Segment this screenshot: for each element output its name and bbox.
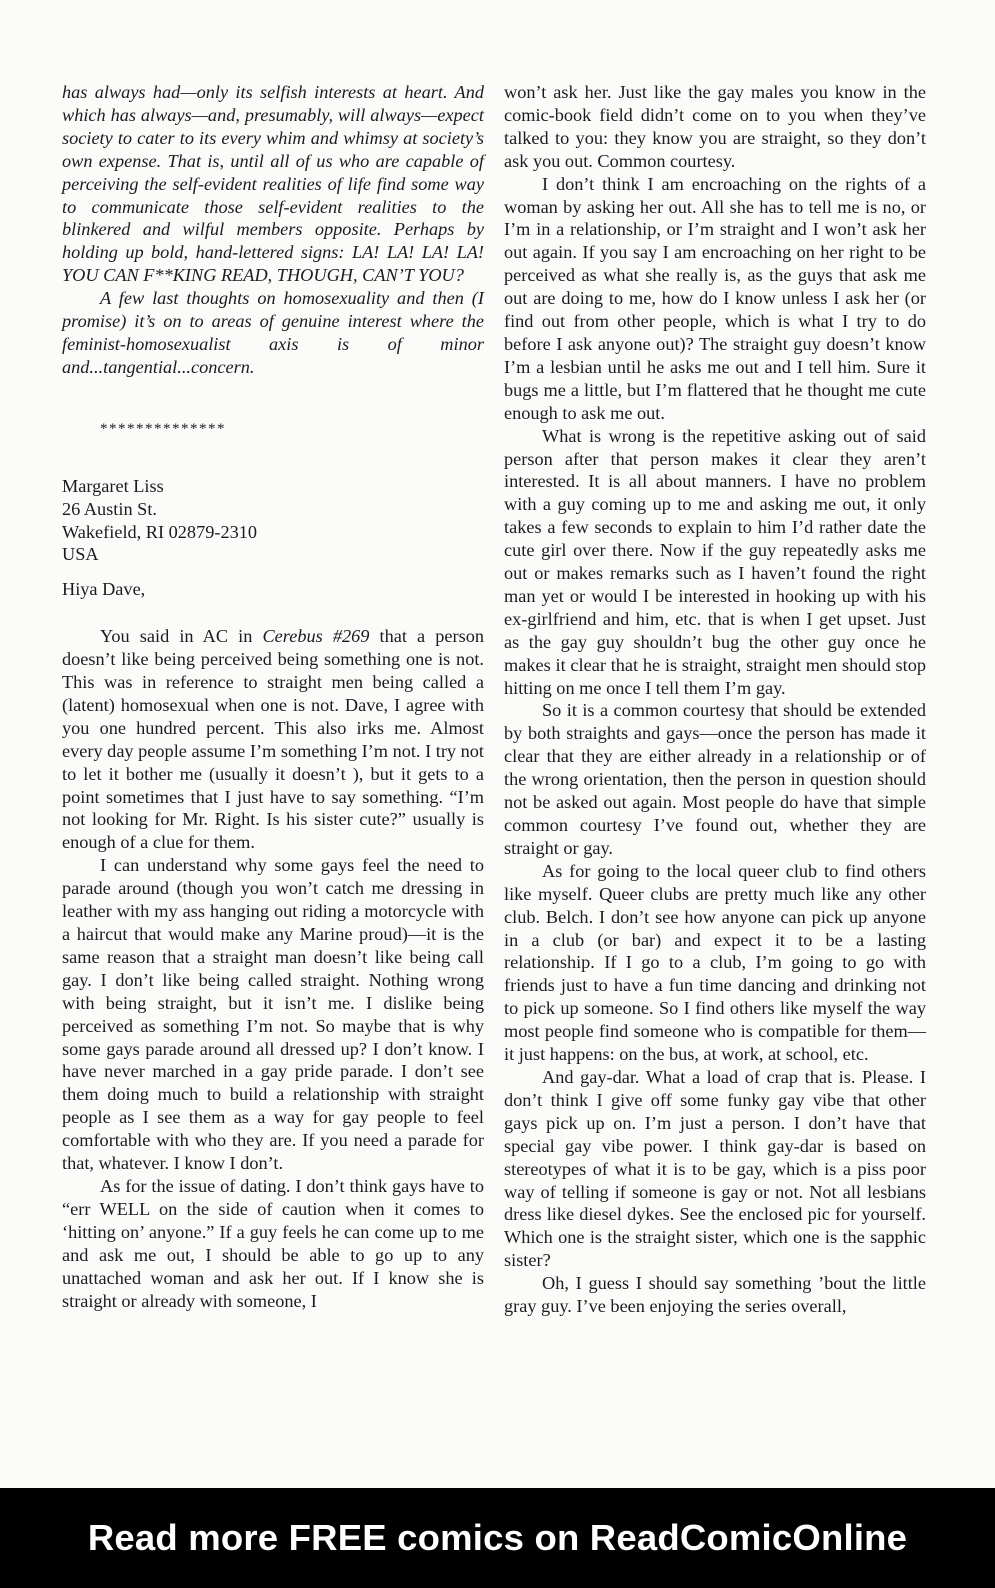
address-street: 26 Austin St. — [62, 498, 157, 519]
section-separator: ************** — [100, 420, 226, 437]
italic-paragraph: A few last thoughts on homosexuality and then (I promise) it’s on to areas of genuine interest where the feminist-homosexualist axis is of minor and...tangential...concern. — [62, 288, 484, 377]
address-name: Margaret Liss — [62, 475, 164, 496]
promo-banner-text[interactable]: Read more FREE comics on ReadComicOnline — [87, 1517, 908, 1558]
text-span: You said in AC in — [100, 626, 263, 647]
letter-greeting: Hiya Dave, — [62, 579, 146, 600]
letter-paragraph: Oh, I guess I should say something ’bout the little gray guy. I’ve been enjoying the series overall, — [504, 1273, 926, 1317]
letter-paragraph: As for the issue of dating. I don’t think gays have to “err WELL on the side of caution when it comes to ‘hitting on’ anyone.” If a guy feels he can come up to me and ask me out, I should be able to go up to any unattached woman and ask her out. If I know she is straight or already with someone, I — [62, 1175, 484, 1311]
letter-paragraph — [62, 625, 484, 854]
italic-paragraph: has always had—only its selfish interests at heart. And which has always—and, presumably, will always—expect society to cater to its every whim and whimsy at society’s own expense. That is, until all of us who are capable of perceiving the self-evident realities of life find some way to communicate those self-evident realities to the blinkered and wilful members opposite. Perhaps by holding up bold, hand-lettered signs: LA! LA! LA! LA! YOU CAN F**KING READ, THOUGH, CAN’T YOU? — [62, 82, 484, 286]
right-column — [504, 81, 926, 1318]
letter-address — [62, 475, 484, 567]
letter-paragraph: I don’t think I am encroaching on the rights of a woman by asking her out. All she has to tell me is no, or I’m in a relationship, or I’m straight and I won’t ask her out again. If you say I am encroaching on her right to be perceived as what she really is, as the guys that ask me out are doing to me, how do I know unless I ask her (or find out from other people, which is what I try to do before I ask anyone out)? The straight guy doesn’t know I’m a lesbian until he asks me out and I tell him. Sure it bugs me a little, but I’m flattered that he thought me cute enough to ask me out. — [504, 173, 926, 423]
letter-paragraph: What is wrong is the repetitive asking out of said person after that person makes it clear they aren’t interested. It is all about manners. I have no problem with a guy coming up to me and asking me out, it only takes a few seconds to explain to him I’d rather date the cute girl over there. Now if the guy repeatedly asks me out or makes remarks such as I haven’t found the right man yet or would I be interested in hooking up with his ex-girlfriend and him, etc. that is when I get upset. Just as the gay guy shouldn’t bug the other guy once he makes it clear that he is straight, straight men should stop hitting on me once I tell them I’m gay. — [504, 425, 926, 698]
letter-paragraph: won’t ask her. Just like the gay males you know in the comic-book field didn’t come on to you when they’ve talked to you: they know you are straight, so they don’t ask you out. Common courtesy. — [504, 82, 926, 171]
letter-paragraph: As for going to the local queer club to find others like myself. Queer clubs are pretty much like any other club. Belch. I don’t see how anyone can pick up anyone in a club (or bar) and expect it to be a lasting relationship. If I go to a club, I’m going to go with friends just to have a fun time dancing and drinking not to pick up someone. So I find others like myself the way most people find someone who is compatible for them—it just happens: on the bus, at work, at school, etc. — [504, 860, 926, 1065]
letter-paragraph: I can understand why some gays feel the need to parade around (though you won’t catch me dressing in leather with my ass hanging out riding a motorcycle with a haircut that would make any Marine proud)—it is the same reason that a straight man doesn’t like being call gay. I don’t like being called straight. Nothing wrong with being straight, but it isn’t me. I dislike being perceived as something I’m not. So maybe that is why some gays parade around all dressed up? I don’t know. I have never marched in a gay pride parade. I don’t see them doing much to build a relationship with straight people as I see them as a way for gay people to feel comfortable with who they are. If you need a parade for that, whatever. I know I don’t. — [62, 855, 484, 1174]
left-column — [62, 81, 484, 1312]
address-city: Wakefield, RI 02879-2310 — [62, 521, 258, 542]
comic-title: Cerebus #269 — [262, 626, 370, 647]
text-span: that a person doesn’t like being perceived being something one is not. This was in reference to straight men being called a (latent) homosexual when one is not. Dave, I agree with you one hundred percent. This also irks me. Almost every day people assume I’m something I’m not. I try not to let it bother me (usually it doesn’t ), but it gets to a point sometimes that I just have to say something. “I’m not looking for Mr. Right. Is his sister cute?” usually is enough of a clue for them. — [62, 626, 485, 853]
letter-paragraph: And gay-dar. What a load of crap that is. Please. I don’t think I give off some funky gay vibe that other gays pick up on. I’m just a person. I don’t have that special gay vibe power. I think gay-dar is based on stereotypes of what it is to be gay, which is a piss poor way of telling if someone is gay or not. Not all lesbians dress like diesel dykes. See the enclosed pic for yourself. Which one is the straight sister, which one is the sapphic sister? — [504, 1066, 926, 1271]
address-country: USA — [62, 544, 99, 565]
letter-paragraph: So it is a common courtesy that should be extended by both straights and gays—once the person has made it clear that they are either already in a relationship or of the wrong orientation, then the person in question should not be asked out again. Most people do have that simple common courtesy I’ve found out, whether they are straight or gay. — [504, 700, 926, 858]
promo-banner[interactable] — [0, 1488, 995, 1588]
